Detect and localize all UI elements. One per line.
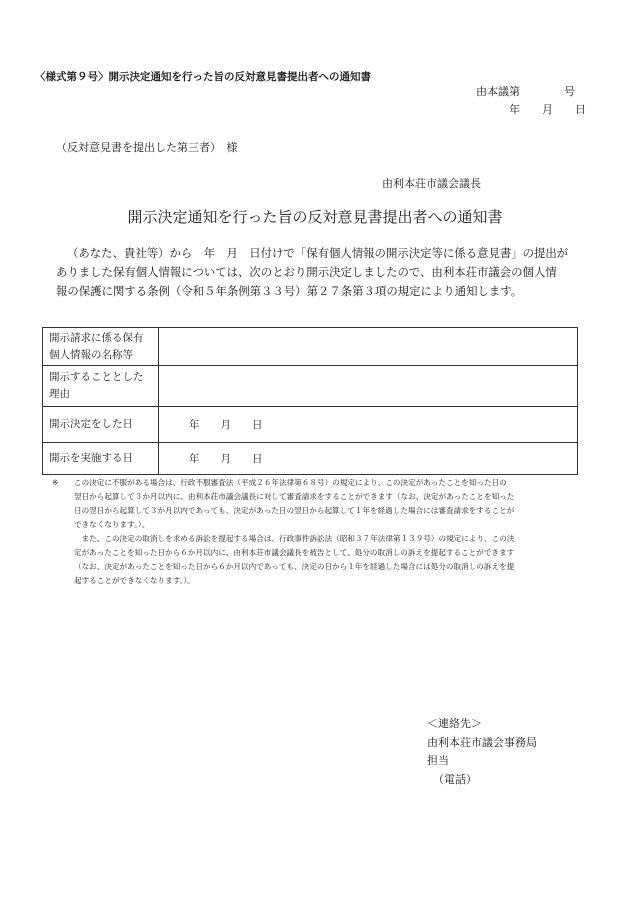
row-label <box>43 328 159 366</box>
row-value: 年 月 日 <box>159 443 578 475</box>
note-line: できなくなります。）。 <box>74 520 150 529</box>
contact-block <box>427 715 537 789</box>
note-paragraph <box>52 532 582 588</box>
label-line: 開示請求に係る保有 <box>49 331 144 344</box>
contact-heading: ＜連絡先＞ <box>427 717 482 730</box>
label-line: 開示することとした <box>49 371 144 383</box>
label-line: 開示決定をした日 <box>49 418 133 430</box>
label-line: 理由 <box>49 388 70 400</box>
note-line: 起することができなくなります。）。 <box>74 576 195 585</box>
label-line: 個人情報の名称等 <box>49 348 133 361</box>
contact-phone: （電話） <box>433 772 477 786</box>
notes <box>52 476 582 588</box>
body-line: 報の保護に関する条例（令和５年条例第３３号）第２７条第３項の規定により通知します。 <box>56 284 523 298</box>
sender: 由利本荘市議会議長 <box>382 177 481 190</box>
body-text <box>56 244 584 301</box>
note-line: （なお、決定があったことを知った日から６か月以内であっても、決定の日から１年を経過した場合には処分の取消しの訴えを提 <box>74 562 515 571</box>
document-date: 年 月 日 <box>509 103 586 116</box>
note-line: また、この決定の取消しを求める訴訟を提起する場合は、行政事件訴訟法（昭和３７年法律第１３９号）の規定により、この決 <box>74 534 515 543</box>
body-line: （あなた、貴社等）から 年 月 日付けで「保有個人情報の開示決定等に係る意見書」の提出が <box>67 246 569 260</box>
addressee: （反対意見書を提出した第三者） 様 <box>56 141 238 154</box>
note-line: 日の翌日から起算して３か月以内であっても、決定があった日の翌日から起算して１年を経過した場合には審査請求をすることが <box>74 506 515 515</box>
note-mark: ※ <box>52 478 59 487</box>
table-row <box>43 407 578 443</box>
note-paragraph <box>52 476 582 532</box>
document-title: 開示決定通知を行った旨の反対意見書提出者への通知書 <box>127 208 503 226</box>
row-label <box>43 443 159 475</box>
contact-office: 由利本荘市議会事務局 <box>427 735 537 749</box>
row-value <box>159 366 578 407</box>
info-table <box>42 327 578 475</box>
body-line: ありました保有個人情報については、次のとおり開示決定しましたので、由利本荘市議会の個人情 <box>56 265 557 279</box>
note-line: この決定に不服がある場合は、行政不服審査法（平成２６年法律第６８号）の規定により、この決定があったことを知った日の <box>74 478 507 487</box>
table-row <box>43 443 578 475</box>
row-label <box>43 366 159 407</box>
contact-person: 担当 <box>427 754 449 767</box>
note-line: 定があったことを知った日から６か月以内に、由利本荘市議会議長を被告として、処分の取消しの訴えを提起することができます <box>74 548 515 557</box>
row-label <box>43 407 159 443</box>
label-line: 開示を実施する日 <box>49 452 133 464</box>
note-line: 翌日から起算して３か月以内に、由利本荘市議会議長に対して審査請求をすることができます（なお、決定があったことを知った <box>74 492 515 501</box>
table-row <box>43 328 578 366</box>
row-value: 年 月 日 <box>159 407 578 443</box>
row-value <box>159 328 578 366</box>
document-number: 由本議第 号 <box>476 85 575 98</box>
form-number: 〈様式第９号〉開示決定通知を行った旨の反対意見書提出者への通知書 <box>35 71 371 83</box>
table-row <box>43 366 578 407</box>
